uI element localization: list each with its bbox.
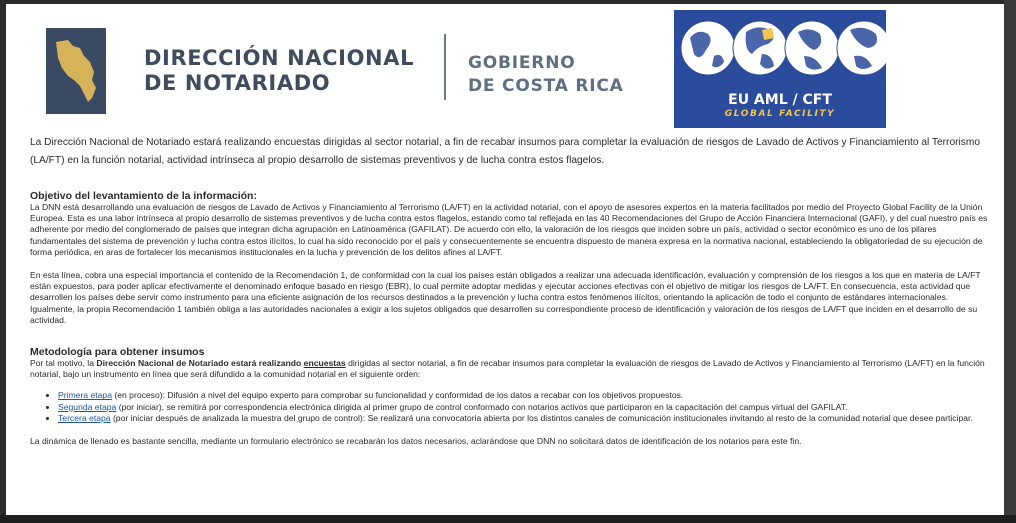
objective-paragraph-1: La DNN está desarrollando una evaluación de riesgos de Lavado de Activos y Financiamiento al Terrorismo (LA/FT) en la actividad notarial, con el apoyo de asesores expertos en la materia facilitados por medio del Proyecto Global Facility de la Unión Europea. Esta es una labor intrínseca al propio desarrollo de sistemas preventivos y de lucha contra estos flagelos, estando como tal reflejada en las 40 Recomendaciones del Grupo de Acción Financiera Internacional (GAFI), y del cual nuestro país es adherente por medio del conglomerado de países que integran dicha agrupación en Latinoamérica (GAFILAT). De acuerdo con ello, la valoración de los riesgos que inciden sobre un país, actividad o sector económico es uno de los pilares fundamentales del sistema de prevención y lucha contra estos ilícitos, lo cual ha sido reconocido por el país y consecuentemente se encuentra dispuesto de manera expresa en la normativa nacional, estableciendo la obligatoriedad de su ejecución de forma periódica, en aras de fortalecer los mecanismos institucionales en la lucha y prevención de los delitos afines al LA/FT. [30,202,988,257]
eu-aml-cft-logo [674,10,886,128]
methodology-heading: Metodología para obtener insumos [30,346,205,359]
methodology-bold: Dirección Nacional de Notariado estará realizando [96,358,304,369]
objective-heading: Objetivo del levantamiento de la información: [30,190,257,202]
government-title [468,52,624,98]
document-page [6,4,1004,515]
stage-3-text: (por iniciar después de analizada la muestra del grupo de control): Se realizará una convocatoria abierta por los distintos canales de comunicación institucionales invitando al resto de la comunidad notarial que desee participar. [110,412,973,423]
dnn-title-line2: DE NOTARIADO [144,71,331,95]
stage-1-link[interactable]: Primera etapa [58,390,112,401]
list-item [58,390,994,401]
objective-paragraph-2: En esta línea, cobra una especial importancia el contenido de la Recomendación 1, de conformidad con la cual los países están obligados a realizar una adecuada identificación, evaluación y comprensión de los riesgos a los que en materia de LA/FT están expuestos, para poder aplicar efectivamente el denominado enfoque basado en riesgo (EBR), lo cual permite adoptar medidas y ejecutar acciones efectivas con el objetivo de mitigar los riesgos de LA/FT. En consecuencia, esta actividad que desarrollen los países debe servir como instrumento para una eficiente asignación de los recursos destinados a la prevención y lucha contra estos fenómenos ilícitos, orientando la aplicación de todo el conjunto de estándares internacionales. Igualmente, la propia Recomendación 1 también obliga a las autoridades nacionales a exigir a los sujetos obligados que desarrollen su correspondiente proceso de identificación y valoración de los riesgos de LA/FT que inciden en el desarrollo de su actividad. [30,270,981,325]
methodology-bold-underlined: encuestas [303,358,346,369]
globes-icon [674,10,886,90]
dnn-title-line1: DIRECCIÓN NACIONAL [144,46,415,70]
list-item [58,402,994,413]
methodology-suffix: dirigidas al sector notarial, a fin de recabar insumos para completar la evaluación de riesgos de Lavado de Activos y Financiamiento al Terrorismo (LA/FT) en la función notarial, bajo un instrumento en línea que será difundido a la comunidad notarial en el siguiente orden: [30,358,985,380]
gov-title-line1: GOBIERNO [468,53,576,73]
gov-title-line2: DE COSTA RICA [468,76,624,96]
list-item [58,413,994,424]
stage-3-link[interactable]: Tercera etapa [58,412,111,423]
eu-global-facility-subtitle: GLOBAL FACILITY [724,109,836,119]
header-divider [444,34,446,100]
methodology-paragraph [30,358,994,380]
article-body [30,134,994,447]
window-frame-bottom [0,515,1016,523]
window-frame-right [1004,0,1016,523]
stage-1-text: (en proceso): Difusión a nivel del equipo experto para comprobar su funcionalidad y conformidad de los datos a recabar con los objetivos propuestos. [111,390,684,401]
methodology-prefix: Por tal motivo, la [30,358,97,369]
eu-aml-cft-title: EU AML / CFT [728,92,832,108]
header-banner [6,4,1004,132]
dnn-title [144,46,414,96]
stage-2-text: (por iniciar), se remitirá por correspondencia electrónica dirigida al primer grupo de control conformado con notarios activos que participaron en la capacitación del campus virtual del GAFILAT. [116,401,848,412]
stages-list [30,390,994,424]
costa-rica-map-icon [46,28,106,114]
closing-paragraph: La dinámica de llenado es bastante sencilla, mediante un formulario electrónico se recabarán los datos necesarios, aclarándose que DNN no solicitará datos de identificación de los notarios para este fin. [30,436,802,447]
intro-paragraph: La Dirección Nacional de Notariado estará realizando encuestas dirigidas al sector notarial, a fin de recabar insumos para completar la evaluación de riesgos de Lavado de Activos y Financiamiento al Terrorismo (LA/FT) en la función notarial, actividad intrínseca al propio desarrollo de sistemas preventivos y de lucha contra estos flagelos. [30,137,981,166]
stage-2-link[interactable]: Segunda etapa [58,401,117,412]
